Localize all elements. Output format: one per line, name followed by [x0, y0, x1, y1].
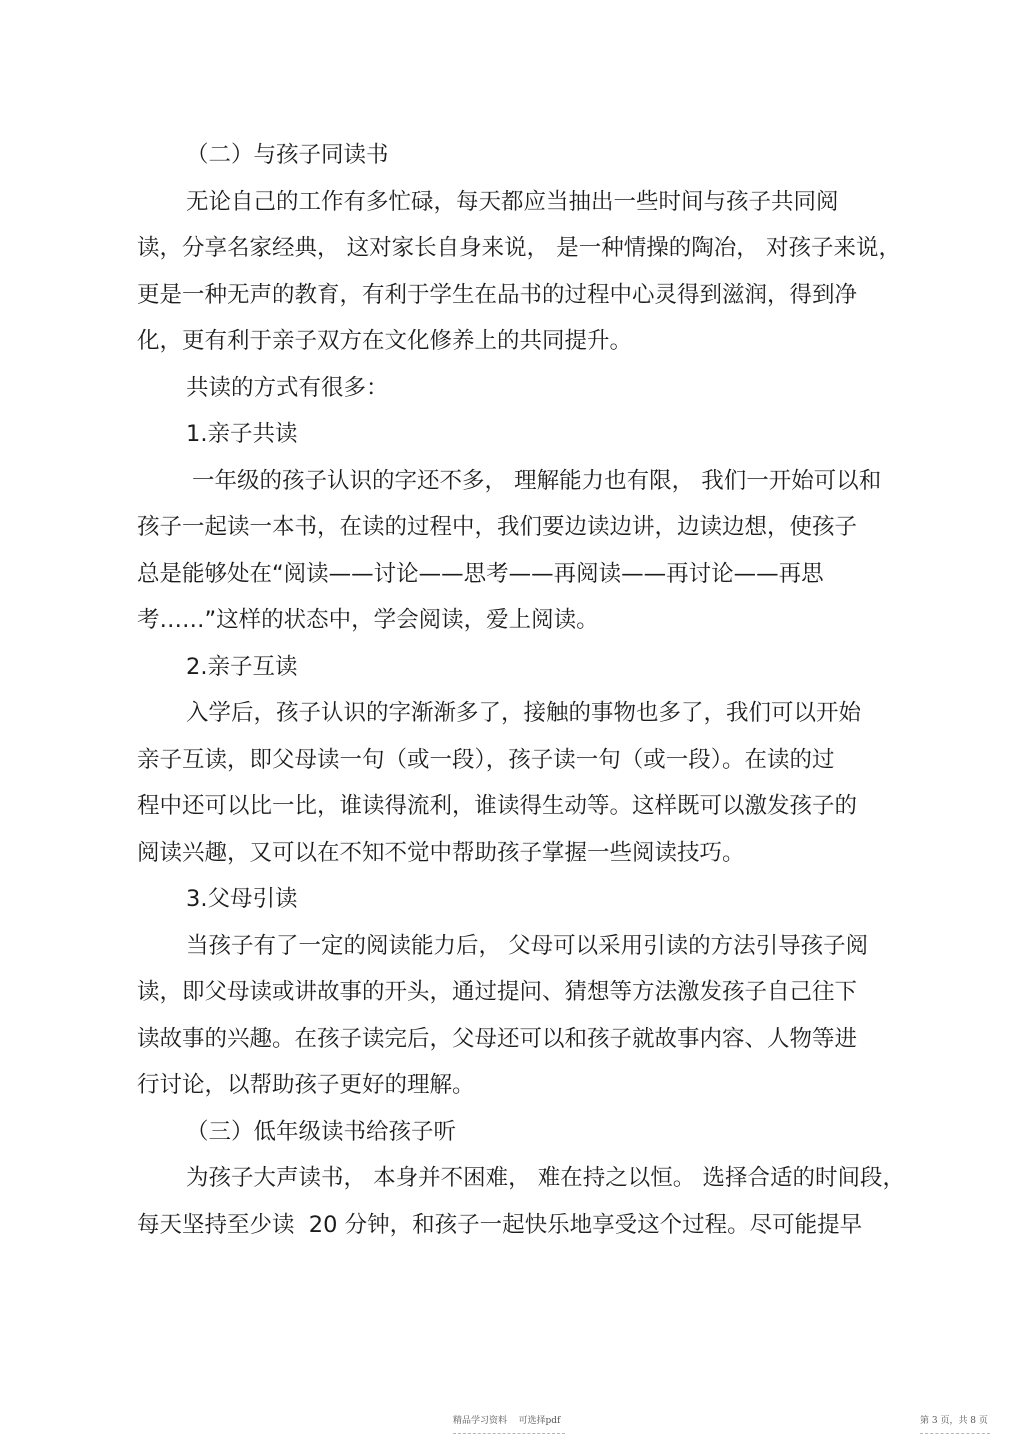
- paragraph-line: 考……”这样的状态中，学会阅读，爱上阅读。: [137, 607, 599, 633]
- subsection-heading: 1.亲子共读: [186, 421, 298, 447]
- paragraph-line: 无论自己的工作有多忙碌，每天都应当抽出一些时间与孩子共同阅: [186, 189, 839, 215]
- paragraph-line: 阅读兴趣，又可以在不知不觉中帮助孩子掌握一些阅读技巧。: [137, 840, 745, 866]
- paragraph-line: 读，分享名家经典， 这对家长自身来说， 是一种情操的陶冶， 对孩子来说，: [137, 235, 901, 261]
- footer-right-divider: [920, 1433, 990, 1434]
- subsection-heading: 2.亲子互读: [186, 654, 298, 680]
- footer-left-text: 精品学习资料 可选择pdf: [453, 1416, 561, 1426]
- paragraph-line: 当孩子有了一定的阅读能力后， 父母可以采用引读的方法引导孩子阅: [186, 933, 869, 959]
- paragraph-line: 读故事的兴趣。在孩子读完后，父母还可以和孩子就故事内容、人物等进: [137, 1026, 858, 1052]
- paragraph-line: 入学后，孩子认识的字渐渐多了，接触的事物也多了，我们可以开始: [186, 700, 862, 726]
- section-heading: （三）低年级读书给孩子听: [186, 1119, 457, 1145]
- paragraph-line: 程中还可以比一比，谁读得流利，谁读得生动等。这样既可以激发孩子的: [137, 793, 858, 819]
- paragraph-line: 总是能够处在“阅读——讨论——思考——再阅读——再讨论——再思: [137, 561, 824, 587]
- subsection-heading: 3.父母引读: [186, 886, 298, 912]
- paragraph-line: 孩子一起读一本书，在读的过程中，我们要边读边讲，边读边想，使孩子: [137, 514, 858, 540]
- footer-page-number: 第 3 页，共 8 页: [920, 1416, 988, 1426]
- paragraph-line: 更是一种无声的教育，有利于学生在品书的过程中心灵得到滋润，得到净: [137, 282, 858, 308]
- footer-left-divider: [453, 1433, 565, 1434]
- section-heading: （二）与孩子同读书: [186, 142, 389, 168]
- paragraph-line: 每天坚持至少读 20 分钟，和孩子一起快乐地享受这个过程。尽可能提早: [137, 1212, 863, 1238]
- paragraph-line: 读，即父母读或讲故事的开头，通过提问、猜想等方法激发孩子自己往下: [137, 979, 858, 1005]
- paragraph-line: 化，更有利于亲子双方在文化修养上的共同提升。: [137, 328, 633, 354]
- paragraph-line: 亲子互读，即父母读一句（或一段），孩子读一句（或一段）。在读的过: [137, 747, 835, 773]
- paragraph-line: 一年级的孩子认识的字还不多， 理解能力也有限， 我们一开始可以和: [192, 468, 882, 494]
- paragraph-line: 共读的方式有很多：: [186, 375, 389, 401]
- paragraph-line: 为孩子大声读书， 本身并不困难， 难在持之以恒。 选择合适的时间段，: [186, 1165, 905, 1191]
- paragraph-line: 行讨论，以帮助孩子更好的理解。: [137, 1072, 475, 1098]
